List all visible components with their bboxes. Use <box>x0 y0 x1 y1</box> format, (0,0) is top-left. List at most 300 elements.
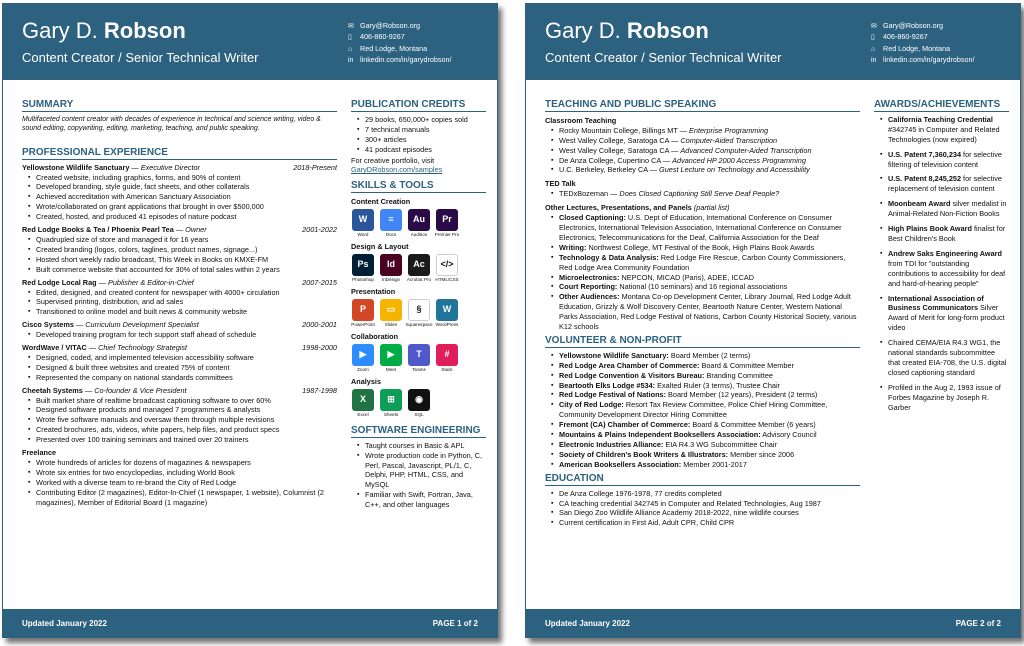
location-icon: ⌂ <box>871 45 876 53</box>
tool-logo: W <box>436 299 458 321</box>
job-role: Chief Technology Strategist <box>98 343 188 353</box>
updated-date: Updated January 2022 <box>22 619 107 628</box>
item-key: Electronic Industries Alliance: <box>559 440 664 449</box>
item-value: EIA R4.3 WG Subcommittee Chair <box>663 440 777 449</box>
tool-label: Squarespace <box>405 321 433 327</box>
item-place: West Valley College, Saratoga CA — <box>559 145 681 155</box>
tool-label: HTML/CSS <box>435 277 459 283</box>
tool-logo: Pr <box>436 209 458 231</box>
list-item <box>880 338 1009 378</box>
tool-photoshop-icon <box>351 254 375 283</box>
contact-text: Red Lodge, Montana <box>883 43 951 53</box>
tool-logo: ≡ <box>380 209 402 231</box>
job-org: Red Lodge Books & Tea / Phoenix Pearl Tea <box>22 225 174 235</box>
job-org: Freelance <box>22 448 57 458</box>
skill-icons <box>351 389 486 418</box>
item-place: TEDxBozeman — <box>559 189 620 199</box>
list-item <box>551 430 860 440</box>
job-bullet: ▪ Created website, including graphics, forms, and 90% of content <box>28 173 337 183</box>
tool-logo: # <box>436 344 458 366</box>
job-org: WordWave / VITAC <box>22 343 87 353</box>
list-item: ▪ 41 podcast episodes <box>357 145 486 155</box>
item-course: Enterprise Programming <box>689 125 769 135</box>
job-title: Content Creator / Senior Technical Writer <box>545 50 782 65</box>
item-key: Andrew Saks Engineering Award <box>888 248 1002 258</box>
job-bullet: ▪ Hosted short weekly radio broadcast, This Week in Books on KMXE-FM <box>28 255 337 265</box>
classroom-heading: Classroom Teaching <box>545 115 617 125</box>
job-sep: — <box>96 277 108 287</box>
tool-label: Sheets <box>383 411 399 417</box>
phone-icon: ▯ <box>871 34 875 42</box>
item-key: Red Lodge Festival of Nations: <box>559 390 667 400</box>
list-item <box>551 273 860 283</box>
list-item <box>551 390 860 400</box>
list-item <box>551 292 860 332</box>
contact-text: 406-860-9267 <box>360 32 405 42</box>
list-item <box>551 351 860 361</box>
page-header <box>526 4 1020 80</box>
tool-logo: Id <box>380 254 402 276</box>
tool-logo: ◉ <box>408 389 430 411</box>
job-bullet: ▪ Created, hosted, and produced 41 episodes of nature podcast <box>28 212 337 222</box>
job-dates: 2001-2022 <box>302 225 337 235</box>
list-item <box>551 126 860 136</box>
item-course: Computer-Aided Transcription <box>680 135 778 145</box>
right-column <box>874 100 1009 417</box>
list-item <box>880 294 1009 334</box>
item-value: silver medalist in Animal-Related Non-Fiction Books <box>888 199 1007 219</box>
job-bullet: ▪ Built commerce website that accounted for 30% of total sales within 2 years <box>28 265 337 275</box>
job-title-line <box>22 386 187 396</box>
item-key: Court Reporting: <box>559 282 618 292</box>
tool-logo: </> <box>436 254 458 276</box>
experience-list <box>22 163 337 508</box>
tool-label: PowerPoint <box>351 321 375 327</box>
job-bullet: ▪ Represented the company on national standards committees <box>28 373 337 383</box>
tool-excel-icon <box>351 389 375 418</box>
classroom-list <box>545 126 860 176</box>
job-sep: — <box>173 225 186 235</box>
list-item <box>880 115 1009 145</box>
skill-icons <box>351 254 486 283</box>
contact-row <box>871 32 975 43</box>
job-org: Cisco Systems <box>22 320 74 330</box>
contact-text: Gary@Robson.org <box>360 21 421 30</box>
job-role: Curriculum Development Specialist <box>85 320 199 330</box>
right-column <box>351 100 486 510</box>
skill-group-title: Collaboration <box>351 331 399 341</box>
skill-group-title: Content Creation <box>351 197 411 207</box>
list-item: ▪ San Diego Zoo Wildlife Alliance Academy 2018-2022, nine wildlife courses <box>551 508 860 518</box>
item-place: U.C. Berkeley, Berkeley CA — <box>559 165 660 175</box>
item-value: #342745 in Computer and Related Technologies (now expired) <box>888 124 1000 144</box>
tool-label: Photoshop <box>352 277 374 283</box>
list-item <box>551 450 860 460</box>
job-bullet: ▪ Supervised printing, distribution, and ad sales <box>28 297 337 307</box>
contact-row <box>348 32 452 43</box>
job-bullet: ▪ Created brochures, ads, videos, white papers, help files, and product specs <box>28 425 337 435</box>
education-list <box>545 489 860 529</box>
item-key: Moonbeam Award <box>888 199 951 209</box>
job-bullet: ▪ Edited, designed, and created content for newspaper with 4000+ circulation <box>28 288 337 298</box>
list-item <box>551 243 860 253</box>
job-bullet: ▪ Developed branding, style guide, fact sheets, and other collaterals <box>28 182 337 192</box>
tool-label: InDesign <box>381 277 401 283</box>
item-course: Advanced HP 2000 Access Programming <box>672 155 806 165</box>
job-title-line <box>22 343 187 353</box>
item-key: Mountains & Plains Independent Booksellers Association: <box>559 430 761 440</box>
tool-slides-icon <box>379 299 403 328</box>
list-item <box>551 361 860 371</box>
job-bullets <box>22 396 337 446</box>
tool-label: Word <box>357 232 369 238</box>
item-key: Technology & Data Analysis: <box>559 252 659 262</box>
list-item <box>551 420 860 430</box>
tool-premier-pro-icon <box>435 209 459 238</box>
job-bullet: ▪ Wrote five software manuals and oversaw them through multiple revisions <box>28 415 337 425</box>
list-item <box>880 150 1009 170</box>
contact-info <box>348 21 452 67</box>
tool-logo: Au <box>408 209 430 231</box>
job-bullet: ▪ Wrote hundreds of articles for dozens of magazines & newspapers <box>28 458 337 468</box>
job-role: Publisher & Editor-in-Chief <box>107 277 194 287</box>
item-value: from TDI for "outstanding contributions to accessibility for deaf and hard-of-hearing people" <box>888 258 1006 288</box>
job-bullet: ▪ Worked with a diverse team to re-brand the City of Red Lodge <box>28 478 337 488</box>
tool-label: Slack <box>441 366 453 372</box>
list-item <box>880 383 1009 413</box>
list-item <box>551 213 860 243</box>
job-dates: 2018-Present <box>293 162 337 172</box>
tool-logo: X <box>352 389 374 411</box>
page-footer <box>526 609 1020 637</box>
item-value: Board Member (12 years), President (2 terms) <box>666 390 818 400</box>
job-bullets <box>22 353 337 383</box>
job-header <box>22 448 337 458</box>
item-value: Northwest College, MT Festival of the Book, High Plains Book Awards <box>586 242 815 252</box>
job-bullet: ▪ Designed software products and managed 7 programmers & analysts <box>28 405 337 415</box>
contact-row <box>348 55 452 66</box>
job-header <box>22 320 337 330</box>
summary-heading: SUMMARY <box>22 100 337 112</box>
list-item <box>551 400 860 420</box>
list-item <box>551 371 860 381</box>
job-header <box>22 163 337 173</box>
item-key: Other Audiences: <box>559 292 620 302</box>
publications-list <box>351 115 486 155</box>
item-key: U.S. Patent 8,245,252 <box>888 174 962 184</box>
location-icon: ⌂ <box>348 45 353 53</box>
item-key: City of Red Lodge: <box>559 400 624 410</box>
list-item: ▪ 29 books, 650,000+ copies sold <box>357 115 486 125</box>
job-dates: 1987-1998 <box>302 385 337 395</box>
item-key: U.S. Patent 7,360,234 <box>888 149 962 159</box>
page-number: PAGE 1 of 2 <box>432 619 478 628</box>
updated-date: Updated January 2022 <box>545 619 630 628</box>
job-sep: — <box>73 320 86 330</box>
tool-logo: ▶ <box>380 344 402 366</box>
tool-label: Excel <box>357 411 369 417</box>
other-lectures-heading: Other Lectures, Presentations, and Panels (partial list) <box>545 203 730 213</box>
item-key: Society of Children's Book Writers & Illustrators: <box>559 449 729 459</box>
contact-row <box>871 21 975 32</box>
tool-squarespace-icon <box>407 299 431 328</box>
job-bullets <box>22 330 337 340</box>
job-bullets <box>22 235 337 275</box>
list-item: ▪ 300+ articles <box>357 135 486 145</box>
list-item: ▪ Familiar with Swift, Fortran, Java, C++, and other languages <box>357 490 486 510</box>
job-bullets <box>22 288 337 318</box>
item-value: Resort Tax Review Committee, Police Chief Hiring Committee, Community Development Director Hiring Committee <box>559 400 828 420</box>
item-course: Guest Lecture on Technology and Accessibility <box>659 165 810 175</box>
item-value: for selective replacement of television content <box>888 174 1002 194</box>
job-header <box>22 278 337 288</box>
item-key: International Association of Business Communicators <box>888 293 984 313</box>
tool-label: Slides <box>384 321 398 327</box>
list-item <box>880 199 1009 219</box>
item-key: Fremont (CA) Chamber of Commerce: <box>559 420 691 430</box>
job-dates: 2007-2015 <box>302 277 337 287</box>
skill-icons <box>351 209 486 238</box>
job-title-line <box>22 225 207 235</box>
item-value: Board & Committee Member (6 years) <box>690 420 816 430</box>
tool-label: Zoom <box>357 366 369 372</box>
job-sep: — <box>86 343 99 353</box>
job-bullet: ▪ Quadrupled size of store and managed it for 16 years <box>28 235 337 245</box>
job-role: Executive Director <box>140 162 200 172</box>
job-header <box>22 343 337 353</box>
item-course: Advanced Computer-Aided Transcription <box>680 145 812 155</box>
tool-zoom-icon <box>351 344 375 373</box>
list-item: ▪ De Anza College 1976-1978, 77 credits completed <box>551 489 860 499</box>
tool-label: Premier Pro <box>434 232 460 238</box>
tool-meet-icon <box>379 344 403 373</box>
item-value: Advisory Council <box>760 430 817 440</box>
tool-logo: ▶ <box>352 344 374 366</box>
tool-html-css-icon <box>435 254 459 283</box>
item-value: Exalted Ruler (3 terms), Trustee Chair <box>655 380 781 390</box>
contact-text: 406-860-9267 <box>883 32 928 42</box>
item-place: Rocky Mountain College, Billings MT — <box>559 125 690 135</box>
contact-text: Red Lodge, Montana <box>360 43 428 53</box>
tool-slack-icon <box>435 344 459 373</box>
tool-sql-icon <box>407 389 431 418</box>
skill-group-title: Design & Layout <box>351 242 409 252</box>
item-value: Silver Award of Merit for long-form product video <box>888 303 1005 333</box>
contact-text: linkedin.com/in/garydrobson/ <box>360 55 452 65</box>
job-bullet: ▪ Designed, coded, and implemented television accessibility software <box>28 353 337 363</box>
list-item: ▪ 7 technical manuals <box>357 125 486 135</box>
tool-label: Docs <box>385 232 397 238</box>
job-bullets <box>22 173 337 223</box>
item-key: Yellowstone Wildlife Sanctuary: <box>559 350 669 360</box>
name-heading: Gary D. Robson <box>22 18 186 43</box>
job-title-line <box>22 278 194 288</box>
volunteer-list <box>545 351 860 470</box>
page-header <box>3 4 497 80</box>
portfolio-link[interactable]: GaryDRobson.com/samples <box>351 165 443 175</box>
item-value: U.S. Dept of Education, International Conference on Consumer Electronics, International Television Association, International Conference on Consumer Electronics, Telecommunications for the Deaf, California Association for the Deaf <box>559 213 842 242</box>
job-dates: 1998-2000 <box>302 343 337 353</box>
experience-heading: PROFESSIONAL EXPERIENCE <box>22 148 337 160</box>
email-icon: ✉ <box>348 23 354 30</box>
list-item <box>551 460 860 470</box>
job-bullet: ▪ Contributing Editor (2 magazines), Editor-In-Chief (1 newspaper, 1 website), Columnist (2 magazines), Member of Editorial Board (1 magazine) <box>28 488 337 508</box>
page-footer <box>3 609 497 637</box>
job-bullet: ▪ Wrote six entries for two encyclopedias, including World Book <box>28 468 337 478</box>
item-key: Red Lodge Area Chamber of Commerce: <box>559 360 700 370</box>
tool-logo: ▭ <box>380 299 402 321</box>
email-icon: ✉ <box>871 23 877 30</box>
teaching-heading: TEACHING AND PUBLIC SPEAKING <box>545 100 860 112</box>
item-key: High Plains Book Award <box>888 224 972 234</box>
job-sep: — <box>82 385 95 395</box>
tool-sheets-icon <box>379 389 403 418</box>
job-header <box>22 225 337 235</box>
resume-page-1 <box>2 3 498 638</box>
job-role: Co-founder & Vice President <box>94 385 187 395</box>
item-value: Chaired CEMA/EIA R4.3 WG1, the national standards subcommittee that created EIA-708, the U.S. digital closed captioning standard <box>888 338 1007 377</box>
item-value: Board Member (2 terms) <box>668 350 751 360</box>
tool-logo: T <box>408 344 430 366</box>
skills-heading: SKILLS & TOOLS <box>351 181 486 193</box>
skills-groups <box>351 197 486 418</box>
item-value: Board & Committee Member <box>699 360 794 370</box>
list-item <box>551 381 860 391</box>
item-key: Closed Captioning: <box>559 213 626 223</box>
job-header <box>22 386 337 396</box>
list-item <box>551 282 860 292</box>
skill-icons <box>351 299 486 328</box>
item-value: for selective filtering of television content <box>888 149 1002 169</box>
publications-heading: PUBLICATION CREDITS <box>351 100 486 112</box>
item-value: Branding Committee <box>704 370 773 380</box>
portfolio-note: For creative portfolio, visit <box>351 155 435 165</box>
job-title-line <box>22 320 199 330</box>
name-heading: Gary D. Robson <box>545 18 709 43</box>
tool-label: Meet <box>385 366 397 372</box>
list-item <box>880 224 1009 244</box>
item-value: NEPCON, MICAD (Paris), ADEE, ICCAD <box>619 272 755 282</box>
item-key: Writing: <box>559 242 587 252</box>
tool-docs-icon <box>379 209 403 238</box>
tool-logo: ⊞ <box>380 389 402 411</box>
tool-label: Acrobat Pro <box>406 277 432 283</box>
item-key: Red Lodge Convention & Visitors Bureau: <box>559 370 705 380</box>
contact-text: Gary@Robson.org <box>883 21 944 30</box>
item-value: Montana Co-op Development Center, Library Journal, Red Lodge Adult Education, Grizzly & Wolf Discovery Center, Beartooth Nature Center, Western National Parks Association, Red Lodge Festival of Nations, Carbon County Historical Society, various K12 schools <box>559 292 857 332</box>
resume-page-2 <box>525 3 1021 638</box>
summary-text: Multifaceted content creator with decades of experience in technical and science writing, video & sound editing, copywriting, editing, marketing, teaching, and public speaking. <box>22 115 321 133</box>
item-value: Red Lodge Fire Rescue, Carbon County Commissioners, Red Lodge Area Community Foundation <box>559 252 846 272</box>
item-place: West Valley College, Saratoga CA — <box>559 135 681 145</box>
list-item <box>551 253 860 273</box>
tool-label: Audition <box>410 232 428 238</box>
list-item <box>551 189 860 199</box>
item-value: finalist for Best Children's Book <box>888 224 1006 243</box>
job-bullets <box>22 458 337 508</box>
contact-info <box>871 21 975 67</box>
contact-row <box>871 44 975 55</box>
job-bullet: ▪ Transitioned to online model and built news & community website <box>28 307 337 317</box>
job-title-line <box>22 448 56 458</box>
software-list <box>351 441 486 510</box>
list-item: ▪ CA teaching credential 342745 in Computer and Related Technologies, Aug 1987 <box>551 499 860 509</box>
linkedin-icon: in <box>871 57 877 65</box>
list-item <box>551 136 860 146</box>
job-bullet: ▪ Built market share of realtime broadcast captioning software to over 60% <box>28 396 337 406</box>
tool-word-icon <box>351 209 375 238</box>
item-value: Member since 2006 <box>728 449 795 459</box>
list-item <box>551 156 860 166</box>
job-title-line <box>22 163 200 173</box>
linkedin-icon: in <box>348 57 354 65</box>
job-bullet: ▪ Presented over 100 training seminars and trained over 20 trainers <box>28 435 337 445</box>
tool-logo: P <box>352 299 374 321</box>
list-item <box>551 165 860 175</box>
tool-label: WordPress <box>435 321 459 327</box>
job-bullet: ▪ Wrote/collaborated on grant applications that brought in over $500,000 <box>28 202 337 212</box>
tool-indesign-icon <box>379 254 403 283</box>
item-key: Beartooth Elks Lodge #534: <box>559 380 656 390</box>
tool-powerpoint-icon <box>351 299 375 328</box>
job-sep: — <box>129 162 141 172</box>
list-item <box>880 174 1009 194</box>
education-heading: EDUCATION <box>545 474 860 486</box>
awards-list <box>874 115 1009 413</box>
other-lectures-list <box>545 213 860 332</box>
item-key: American Booksellers Association: <box>559 459 682 469</box>
list-item: ▪ Wrote production code in Python, C, Perl, Pascal, Javascript, PL/1, C, Delphi, PHP, HTML, CSS, and MySQL <box>357 451 486 491</box>
list-item <box>551 440 860 450</box>
tool-logo: Ps <box>352 254 374 276</box>
contact-text: linkedin.com/in/garydrobson/ <box>883 55 975 65</box>
list-item: ▪ Current certification in First Aid, Adult CPR, Child CPR <box>551 518 860 528</box>
tool-audition-icon <box>407 209 431 238</box>
job-role: Owner <box>185 225 207 235</box>
item-key: Microelectronics: <box>559 272 620 282</box>
contact-row <box>871 55 975 66</box>
tool-label: SQL <box>414 411 424 417</box>
list-item <box>551 146 860 156</box>
item-value: Profiled in the Aug 2, 1993 issue of Forbes Magazine by Joseph R. Garber <box>888 382 1001 412</box>
tool-wordpress-icon <box>435 299 459 328</box>
job-dates: 2000-2001 <box>302 320 337 330</box>
job-org: Yellowstone Wildlife Sanctuary <box>22 162 130 172</box>
tool-logo: § <box>408 299 430 321</box>
skill-icons <box>351 344 486 373</box>
item-course: Does Closed Captioning Still Serve Deaf People? <box>619 189 780 199</box>
job-bullet: ▪ Designed & built three websites and created 75% of content <box>28 363 337 373</box>
contact-row <box>348 44 452 55</box>
software-heading: SOFTWARE ENGINEERING <box>351 426 486 438</box>
left-column <box>545 100 860 528</box>
job-bullet: ▪ Developed training program for tech support staff ahead of schedule <box>28 330 337 340</box>
job-title: Content Creator / Senior Technical Writer <box>22 50 259 65</box>
item-place: De Anza College, Cupertino CA — <box>559 155 673 165</box>
volunteer-heading: VOLUNTEER & NON-PROFIT <box>545 336 860 348</box>
job-org: Red Lodge Local Rag <box>22 277 97 287</box>
tool-logo: Ac <box>408 254 430 276</box>
list-item: ▪ Taught courses in Basic & APL <box>357 441 486 451</box>
phone-icon: ▯ <box>348 34 352 42</box>
item-key: California Teaching Credential <box>888 114 993 124</box>
skill-group-title: Presentation <box>351 287 396 297</box>
item-value: National (10 seminars) and 16 regional associations <box>617 282 788 292</box>
skill-group-title: Analysis <box>351 376 382 386</box>
list-item <box>880 249 1009 289</box>
item-value: Member 2001-2017 <box>681 459 747 469</box>
page-number: PAGE 2 of 2 <box>955 619 1001 628</box>
